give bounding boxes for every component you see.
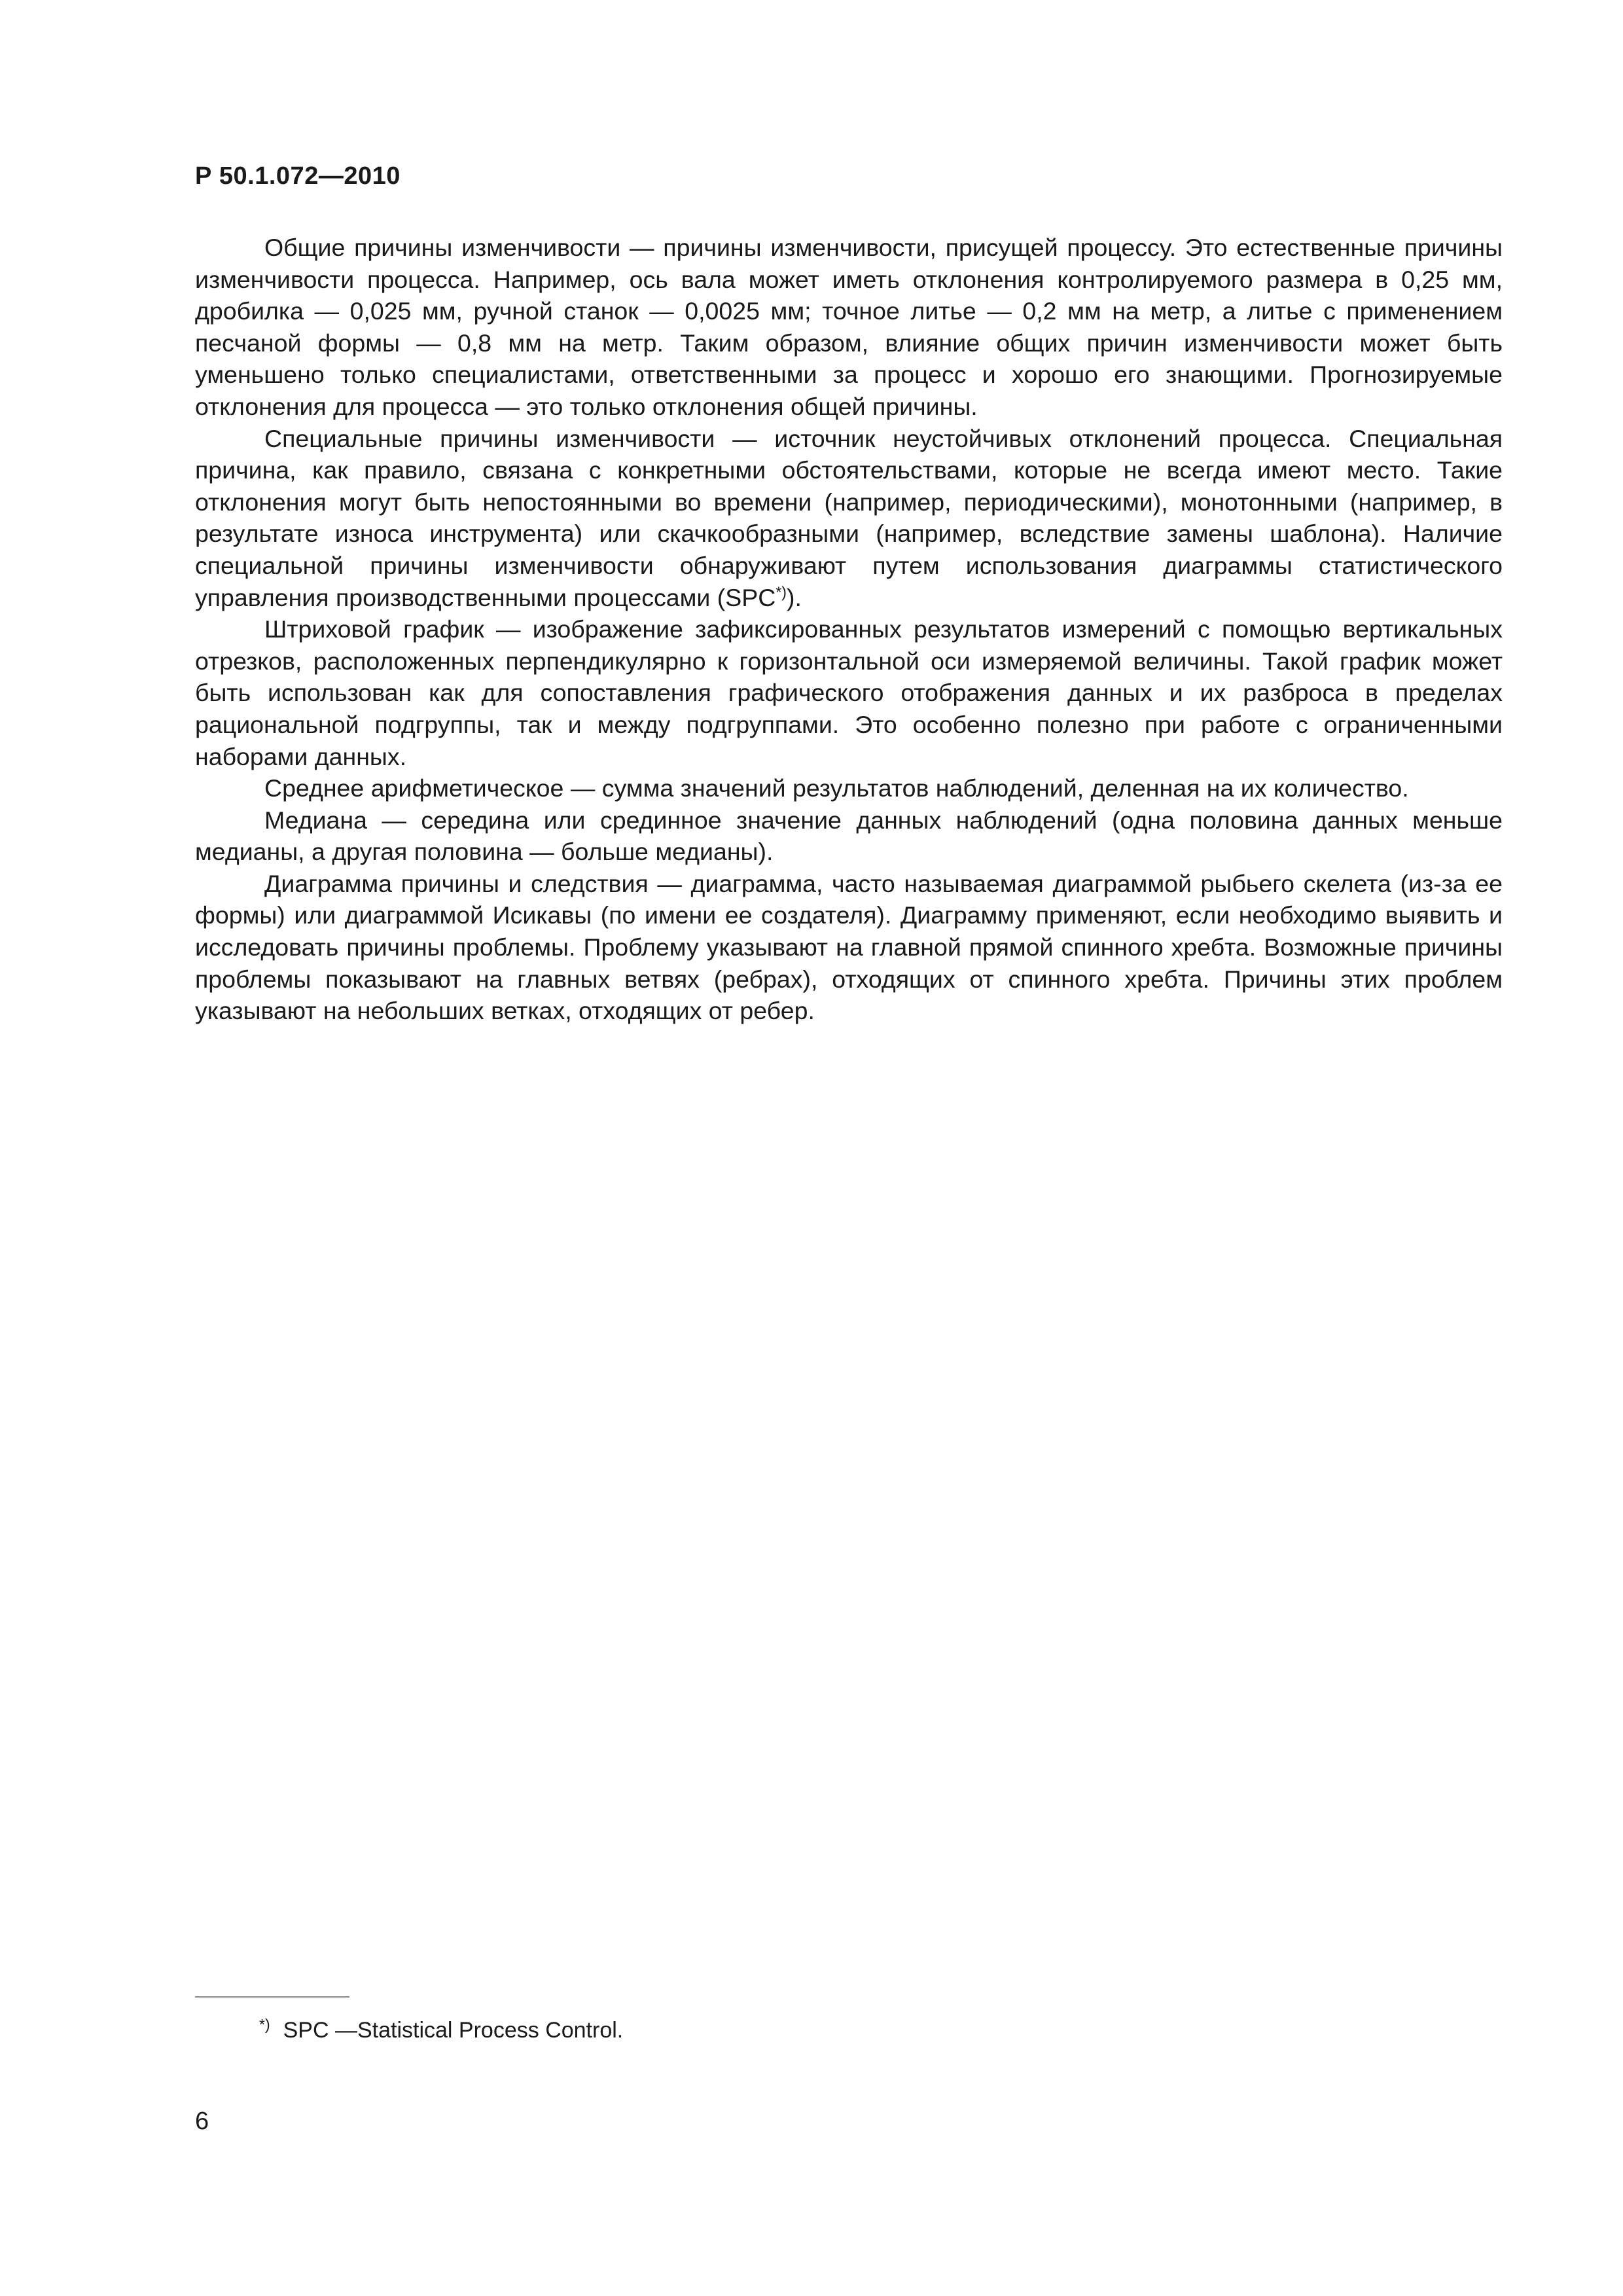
paragraph-special-causes-tail: ). xyxy=(786,583,802,611)
footnote-divider xyxy=(195,1996,349,1998)
paragraph-arithmetic-mean: Среднее арифметическое — сумма значений результатов наблюдений, деленная на их количество. xyxy=(264,774,1409,802)
footnote-reference[interactable]: *) xyxy=(776,583,787,601)
footnote xyxy=(259,2016,623,2045)
page-number: 6 xyxy=(195,2108,209,2135)
document-code-header: Р 50.1.072—2010 xyxy=(195,162,401,190)
footnote-mark: *) xyxy=(259,2015,270,2033)
main-text xyxy=(195,232,1503,1027)
paragraph-special-causes xyxy=(195,423,1503,614)
paragraph-bar-graph: Штриховой график — изображение зафиксированных результатов измерений с помощью вертикальных отрезков, расположенных перпендикулярно к горизонтальной оси измеряемой величины. Такой график может быть использован как для сопоставления графического отображения данных и их разброса в пределах рациональной подгруппы, так и между подгруппами. Это особенно полезно при работе с ограниченными наборами данных. xyxy=(195,615,1503,770)
paragraph-cause-effect-diagram: Диаграмма причины и следствия — диаграмма, часто называемая диаграммой рыбьего скелета (из-за ее формы) или диаграммой Исикавы (по имени ее создателя). Диаграмму применяют, если необходимо выявить и исследовать причины проблемы. Проблему указывают на главной прямой спинного хребта. Возможные причины проблемы показывают на главных ветвях (ребрах), отходящих от спинного хребта. Причины этих проблем указывают на небольших ветках, отходящих от ребер. xyxy=(195,869,1503,1025)
footnote-text: SPC —Statistical Process Control. xyxy=(283,2018,624,2043)
paragraph-special-causes-text: Специальные причины изменчивости — источник неустойчивых отклонений процесса. Специальная причина, как правило, связана с конкретными обстоятельствами, которые не всегда имеют место. Такие отклонения могут быть непостоянными во времени (например, периодическими), монотонными (например, в результате износа инструмента) или скачкообразными (например, вследствие замены шаблона). Наличие специальной причины изменчивости обнаруживают путем использования диаграммы статистического управления производственными процессами (SPC xyxy=(195,424,1503,611)
paragraph-common-causes: Общие причины изменчивости — причины изменчивости, присущей процессу. Это естественные причины изменчивости процесса. Например, ось вала может иметь отклонения контролируемого размера в 0,25 мм, дробилка — 0,025 мм, ручной станок — 0,0025 мм; точное литье — 0,2 мм на метр, а литье с применением песчаной формы — 0,8 мм на метр. Таким образом, влияние общих причин изменчивости может быть уменьшено только специалистами, ответственными за процесс и хорошо его знающими. Прогнозируемые отклонения для процесса — это только отклонения общей причины. xyxy=(195,234,1503,420)
paragraph-median: Медиана — середина или срединное значение данных наблюдений (одна половина данных меньше медианы, а другая половина — больше медианы). xyxy=(195,806,1503,866)
